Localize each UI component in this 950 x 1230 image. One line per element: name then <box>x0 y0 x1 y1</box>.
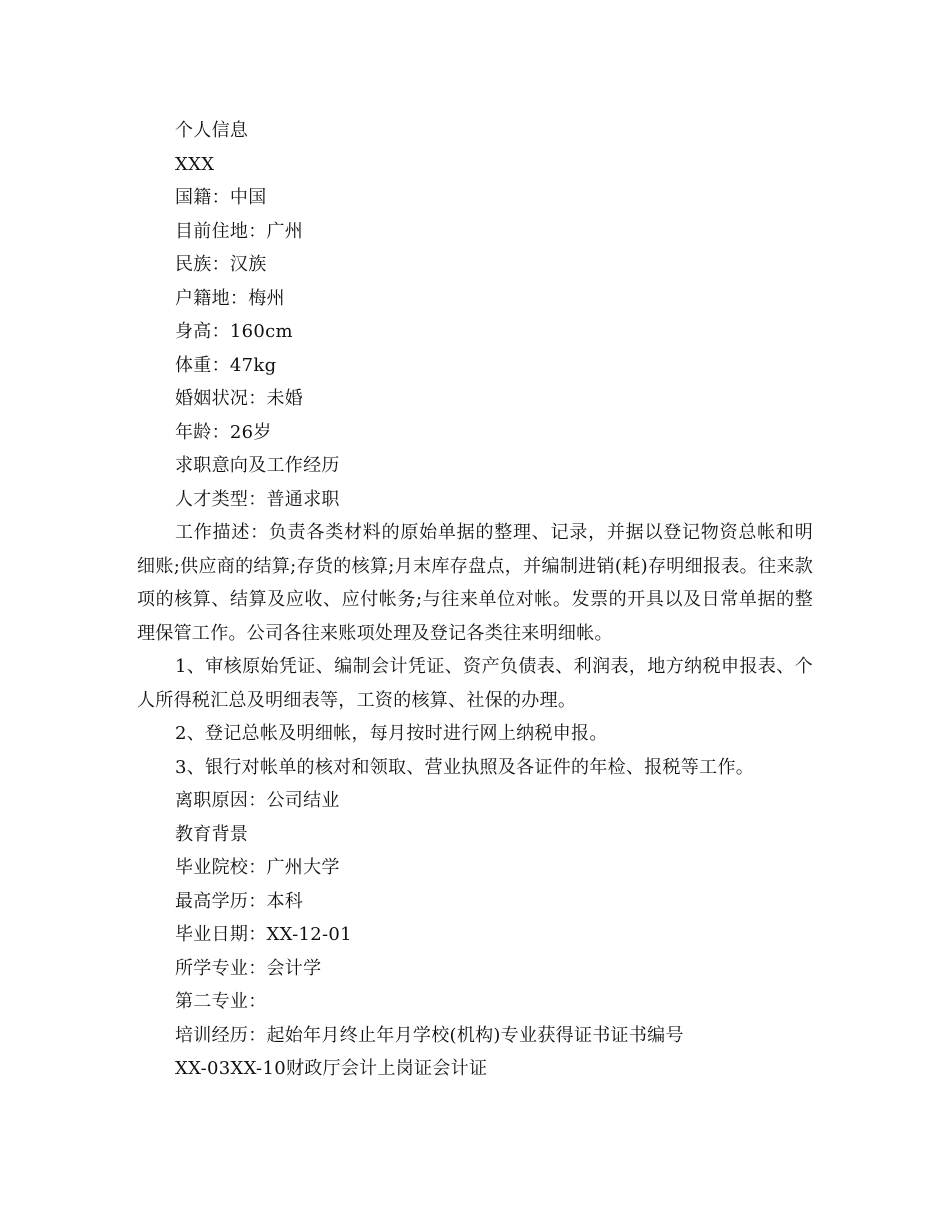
section-title-education: 教育背景 <box>175 823 249 845</box>
resume-body <box>137 114 813 1086</box>
degree-field: 最高学历：本科 <box>175 890 304 912</box>
duty-item-1: 1、审核原始凭证、编制会计凭证、资产负债表、利润表，地方纳税申报表、个人所得税汇总及明细表等，工资的核算、社保的办理。 <box>137 656 813 711</box>
nationality-field: 国籍：中国 <box>175 187 267 208</box>
leave-reason-field: 离职原因：公司结业 <box>175 790 340 811</box>
second-major-field: 第二专业： <box>175 991 267 1012</box>
hometown-field: 户籍地：梅州 <box>175 287 285 309</box>
marital-status-field: 婚姻状况：未婚 <box>175 388 304 409</box>
job-description-paragraph: 工作描述：负责各类材料的原始单据的整理、记录，并据以登记物资总帐和明细账;供应商的结算;存货的核算;月末库存盘点，并编制进销(耗)存明细报表。往来款项的核算、结算及应收、应付帐务;与往来单位对帐。发票的开具以及日常单据的整理保管工作。公司各往来账项处理及登记各类往来明细帐。 <box>137 522 813 644</box>
major-field: 所学专业：会计学 <box>175 957 322 979</box>
ethnicity-field: 民族：汉族 <box>175 254 267 275</box>
section-title-career: 求职意向及工作经历 <box>175 455 340 476</box>
residence-field: 目前住地：广州 <box>175 220 304 242</box>
training-header-field: 培训经历：起始年月终止年月学校(机构)专业获得证书证书编号 <box>175 1024 684 1046</box>
graduation-date-field: 毕业日期：XX-12-01 <box>175 924 352 945</box>
weight-field: 体重：47kg <box>175 354 277 376</box>
height-field: 身高：160cm <box>175 321 293 342</box>
training-entry-field: XX-03XX-10财政厅会计上岗证会计证 <box>175 1058 488 1079</box>
age-field: 年龄：26岁 <box>175 421 272 443</box>
name-field: XXX <box>175 153 215 175</box>
section-title-personal-info: 个人信息 <box>175 120 249 141</box>
duty-item-2: 2、登记总帐及明细帐，每月按时进行网上纳税申报。 <box>175 723 608 744</box>
duty-item-3: 3、银行对帐单的核对和领取、营业执照及各证件的年检、报税等工作。 <box>175 756 755 778</box>
talent-type-field: 人才类型：普通求职 <box>175 488 340 510</box>
school-field: 毕业院校：广州大学 <box>175 857 340 878</box>
